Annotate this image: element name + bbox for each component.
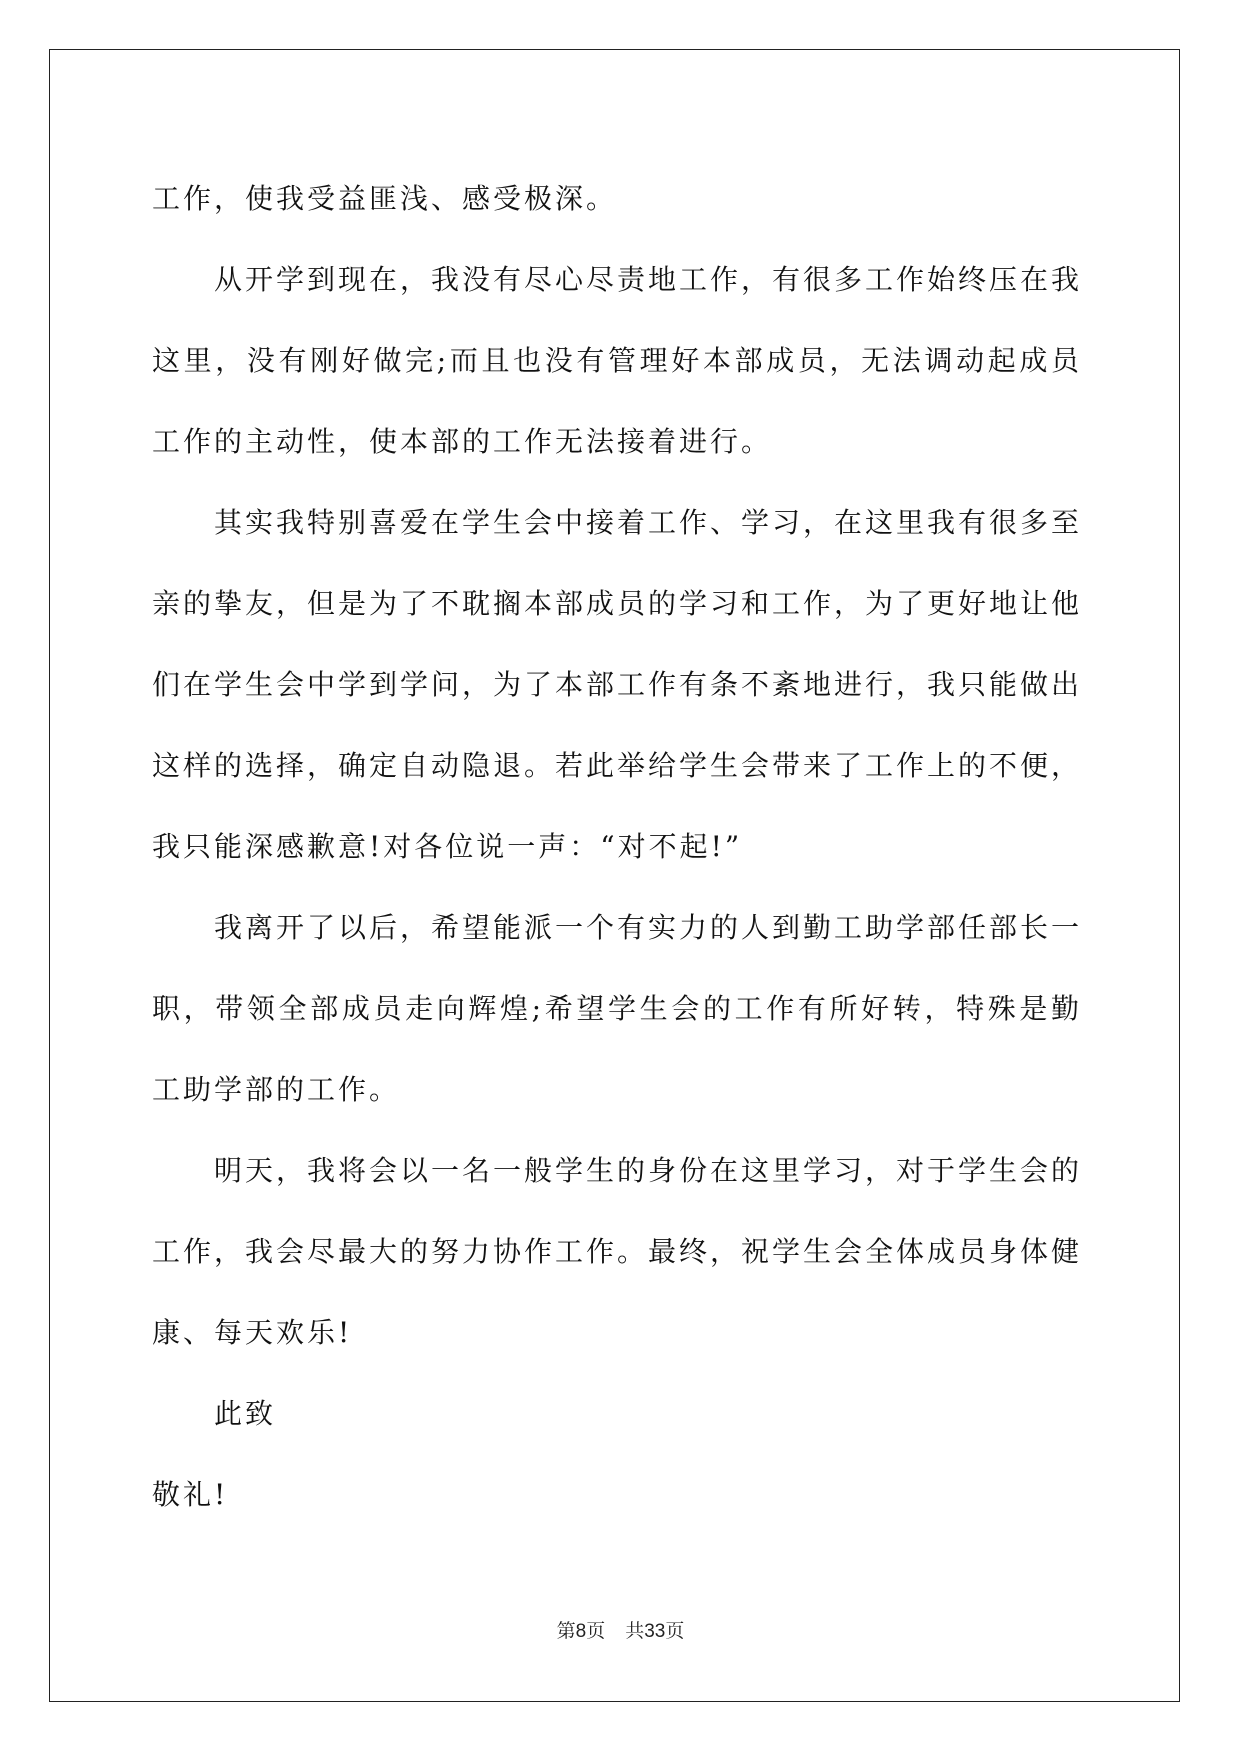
paragraph-continuation: 工作，使我受益匪浅、感受极深。	[152, 182, 618, 215]
closing-regards: 敬礼!	[152, 1478, 229, 1511]
document-body	[152, 158, 1082, 1535]
page-prefix: 第	[556, 1620, 576, 1642]
page-number: 8	[575, 1621, 587, 1642]
paragraph-closing-wishes: 明天，我将会以一名一般学生的身份在这里学习，对于学生会的工作，我会尽最大的努力协作工作。最终，祝学生会全体成员身体健康、每天欢乐!	[152, 1154, 1083, 1349]
total-prefix: 共	[625, 1620, 645, 1642]
page-suffix: 页	[586, 1620, 606, 1642]
paragraph-resignation-reason: 其实我特别喜爱在学生会中接着工作、学习，在这里我有很多至亲的挚友，但是为了不耽搁本部成员的学习和工作，为了更好地让他们在学生会中学到学问，为了本部工作有条不紊地进行，我只能做出这样的选择，确定自动隐退。若此举给学生会带来了工作上的不便，我只能深感歉意!对各位说一声：“对不起!”	[152, 506, 1083, 863]
total-pages: 33	[644, 1621, 666, 1642]
paragraph-successor-hope: 我离开了以后，希望能派一个有实力的人到勤工助学部任部长一职，带领全部成员走向辉煌;希望学生会的工作有所好转，特殊是勤工助学部的工作。	[152, 911, 1083, 1106]
paragraph-work-status: 从开学到现在，我没有尽心尽责地工作，有很多工作始终压在我这里，没有刚好做完;而且也没有管理好本部成员，无法调动起成员工作的主动性，使本部的工作无法接着进行。	[152, 263, 1083, 458]
page-footer	[0, 1616, 1241, 1643]
total-suffix: 页	[665, 1620, 685, 1642]
closing-salutation: 此致	[214, 1397, 277, 1430]
